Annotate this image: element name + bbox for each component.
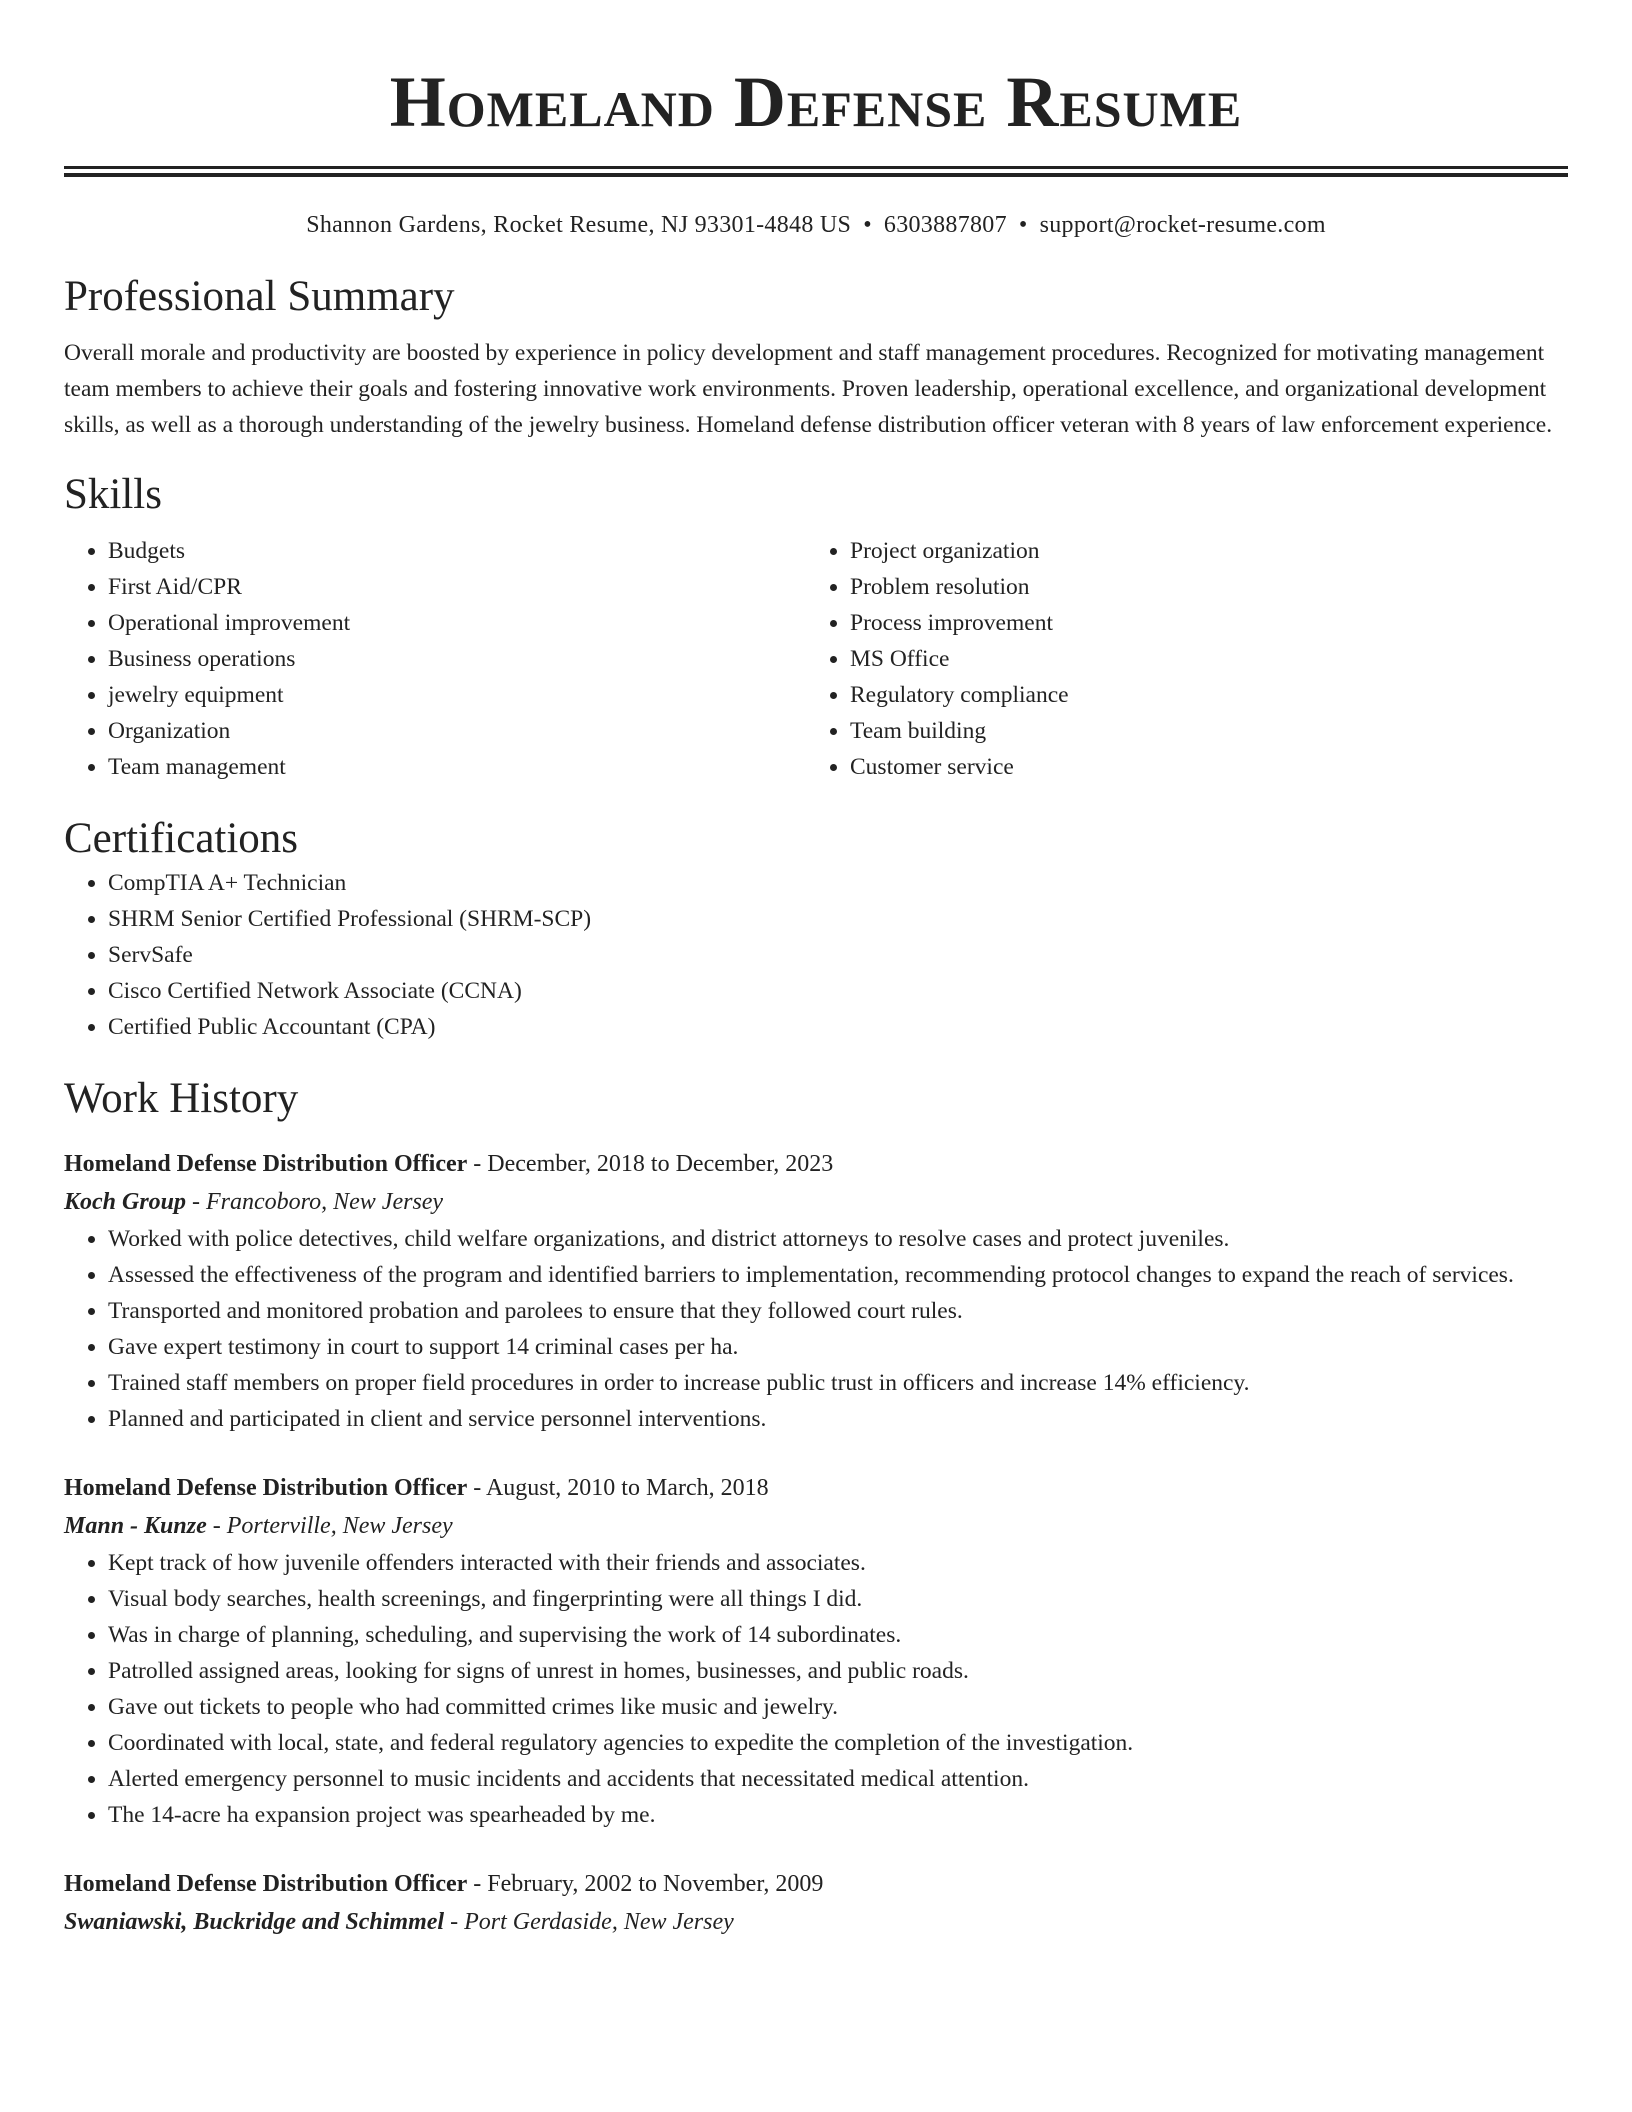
skills-column-right (806, 533, 1548, 785)
job-duty-item: • Visual body searches, health screenings, and fingerprinting were all things I did. (108, 1581, 1568, 1617)
skill-item: • Regulatory compliance (850, 677, 1548, 713)
job-duty-item: • Gave out tickets to people who had committed crimes like music and jewelry. (108, 1689, 1568, 1725)
work-history-heading: Work History (64, 1075, 299, 1122)
skill-item: • First Aid/CPR (108, 569, 806, 605)
job-duties-list (64, 1545, 1568, 1833)
skills-list-right (806, 533, 1548, 785)
skill-item: • Process improvement (850, 605, 1548, 641)
job-duty-item: • Patrolled assigned areas, looking for signs of unrest in homes, businesses, and public roads. (108, 1653, 1568, 1689)
certification-item: • Cisco Certified Network Associate (CCNA) (108, 973, 1568, 1009)
summary-text: Overall morale and productivity are boosted by experience in policy development and staff management procedures. Recognized for motivating management team members to achieve their goals and fostering innovative work environments. Proven leadership, operational excellence, and organizational development skills, as well as a thorough understanding of the jewelry business. Homeland defense distribution officer veteran with 8 years of law enforcement experience. (64, 340, 1553, 438)
skill-item: • Project organization (850, 533, 1548, 569)
title-divider (64, 166, 1568, 169)
skill-item: • Team building (850, 713, 1548, 749)
contact-phone: 6303887807 (883, 212, 1007, 238)
contact-address: Shannon Gardens, Rocket Resume, NJ 93301-4848 US (306, 212, 852, 238)
job-location: - Port Gerdaside, New Jersey (444, 1909, 734, 1935)
skill-item: • jewelry equipment (108, 677, 806, 713)
contact-email: support@rocket-resume.com (1039, 212, 1326, 238)
job-dates: - February, 2002 to November, 2009 (467, 1871, 824, 1897)
job-location: - Francoboro, New Jersey (186, 1189, 444, 1215)
job-company-line (64, 1183, 1568, 1221)
job-duty-item: • Planned and participated in client and service personnel interventions. (108, 1401, 1568, 1437)
job-duty-item: • Alerted emergency personnel to music incidents and accidents that necessitated medical attention. (108, 1761, 1568, 1797)
contact-separator: • (863, 212, 872, 238)
job-role: Homeland Defense Distribution Officer (64, 1151, 468, 1177)
skill-item: • Problem resolution (850, 569, 1548, 605)
job-role: Homeland Defense Distribution Officer (64, 1871, 468, 1897)
job-entry (64, 1145, 1568, 1437)
certification-item: • ServSafe (108, 937, 1568, 973)
job-duty-item: • Kept track of how juvenile offenders interacted with their friends and associates. (108, 1545, 1568, 1581)
job-title-line (64, 1865, 1568, 1903)
job-duty-item: • Was in charge of planning, scheduling, and supervising the work of 14 subordinates. (108, 1617, 1568, 1653)
job-dates: - August, 2010 to March, 2018 (467, 1475, 769, 1501)
certification-item: • SHRM Senior Certified Professional (SHRM-SCP) (108, 901, 1568, 937)
certification-item: • Certified Public Accountant (CPA) (108, 1009, 1568, 1045)
job-company: Mann - Kunze (64, 1513, 207, 1539)
job-role: Homeland Defense Distribution Officer (64, 1475, 468, 1501)
job-title-line (64, 1469, 1568, 1507)
skill-item: • MS Office (850, 641, 1548, 677)
job-entry (64, 1469, 1568, 1833)
job-entry (64, 1865, 1568, 1941)
skill-item: • Business operations (108, 641, 806, 677)
certifications-heading: Certifications (64, 815, 299, 862)
job-company: Koch Group (64, 1189, 187, 1215)
job-duty-item: • The 14-acre ha expansion project was spearheaded by me. (108, 1797, 1568, 1833)
work-history-list (64, 1145, 1568, 1941)
resume-page (64, 0, 1568, 1941)
skills-list-left (64, 533, 806, 785)
resume-title: Homeland Defense Resume (389, 62, 1243, 142)
skills-column-left (64, 533, 806, 785)
skill-item: • Budgets (108, 533, 806, 569)
job-title-line (64, 1145, 1568, 1183)
job-duties-list (64, 1221, 1568, 1437)
certifications-list (64, 865, 1568, 1045)
contact-line (64, 209, 1568, 241)
job-duty-item: • Coordinated with local, state, and federal regulatory agencies to expedite the completion of the investigation. (108, 1725, 1568, 1761)
job-dates: - December, 2018 to December, 2023 (467, 1151, 834, 1177)
job-company: Swaniawski, Buckridge and Schimmel (64, 1909, 445, 1935)
summary-heading: Professional Summary (64, 273, 455, 320)
skill-item: • Operational improvement (108, 605, 806, 641)
skills-columns (64, 533, 1568, 785)
job-company-line (64, 1903, 1568, 1941)
job-duty-item: • Worked with police detectives, child welfare organizations, and district attorneys to resolve cases and protect juveniles. (108, 1221, 1568, 1257)
skills-heading: Skills (64, 471, 162, 518)
job-duty-item: • Transported and monitored probation and parolees to ensure that they followed court rules. (108, 1293, 1568, 1329)
contact-separator: • (1018, 212, 1028, 238)
job-duty-item: • Gave expert testimony in court to support 14 criminal cases per ha. (108, 1329, 1568, 1365)
job-duty-item: • Trained staff members on proper field procedures in order to increase public trust in officers and increase 14% efficiency. (108, 1365, 1568, 1401)
certification-item: • CompTIA A+ Technician (108, 865, 1568, 901)
job-duty-item: • Assessed the effectiveness of the program and identified barriers to implementation, recommending protocol changes to expand the reach of services. (108, 1257, 1568, 1293)
skill-item: • Organization (108, 713, 806, 749)
job-company-line (64, 1507, 1568, 1545)
job-location: - Porterville, New Jersey (206, 1513, 453, 1539)
skill-item: • Customer service (850, 749, 1548, 785)
skill-item: • Team management (108, 749, 806, 785)
